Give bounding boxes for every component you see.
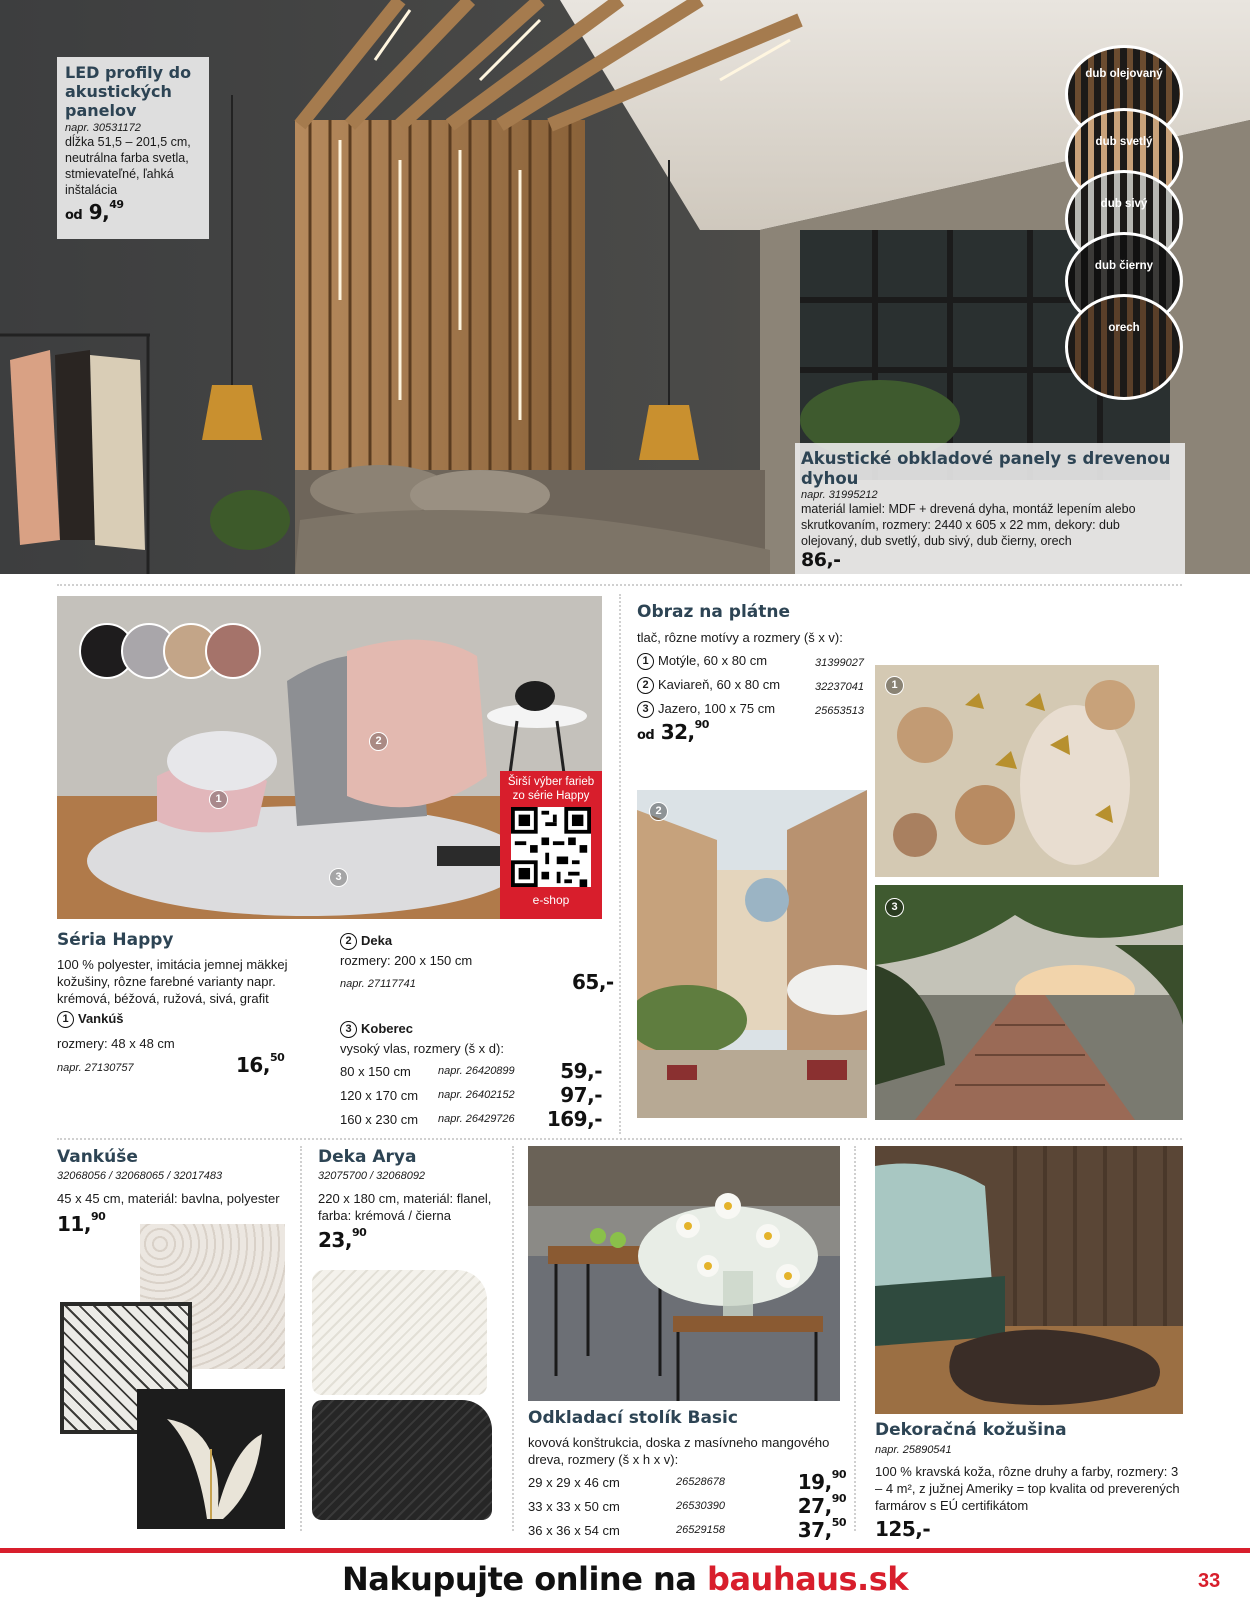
panels-box <box>795 443 1185 574</box>
row-price <box>798 1470 846 1494</box>
item-name: Motýle, 60 x 80 cm <box>658 653 768 668</box>
panels-price: 86,- <box>801 549 841 571</box>
table-row <box>340 1107 602 1135</box>
separator-vertical <box>300 1146 302 1531</box>
swatch-label: dub svetlý <box>1095 136 1153 148</box>
color-dot-pink <box>205 623 261 679</box>
row-price: 169,- <box>546 1107 602 1131</box>
led-description: dĺžka 51,5 – 201,5 cm, neutrálna farba svetla, stmievateľné, ľahká inštalácia <box>65 135 191 197</box>
eshop-qr-box[interactable] <box>500 771 602 919</box>
circle-number: 2 <box>340 933 357 950</box>
row-price-cents: 90 <box>831 1492 846 1505</box>
item-article: 31399027 <box>815 657 864 669</box>
arya-title: Deka Arya <box>318 1147 417 1167</box>
swatch-label: dub sivý <box>1100 198 1148 210</box>
row-price-cents: 90 <box>831 1468 846 1481</box>
obraz-description: tlač, rôzne motívy a rozmery (š x v): <box>637 630 843 645</box>
led-article: napr. 30531172 <box>65 122 141 134</box>
swatch-label: orech <box>1108 322 1140 334</box>
stolik-image <box>528 1146 840 1401</box>
painting-butterflies <box>875 665 1159 877</box>
obraz-price-prefix: od <box>637 728 655 743</box>
marker-3: 3 <box>885 898 904 917</box>
koberec-name: Koberec <box>361 1021 414 1036</box>
swatch-5 <box>1065 294 1183 400</box>
happy-title: Séria Happy <box>57 930 174 950</box>
separator-vertical <box>619 594 621 1134</box>
row-article: 26530390 <box>676 1500 725 1512</box>
circle-number: 1 <box>57 1011 74 1028</box>
vankuse-price <box>57 1212 105 1236</box>
panels-article: napr. 31995212 <box>801 489 878 501</box>
arya-price-cents: 90 <box>351 1226 367 1239</box>
swatch-label: dub čierny <box>1094 260 1154 272</box>
separator-vertical <box>854 1146 856 1531</box>
vankuse-title: Vankúše <box>57 1147 138 1167</box>
vankus-price-cents: 50 <box>269 1051 285 1064</box>
eshop-text: Širší výber farieb zo série Happy <box>507 776 595 802</box>
kozusina-image <box>875 1146 1183 1414</box>
koberec-label <box>340 1020 413 1038</box>
vankus-article: napr. 27130757 <box>57 1062 134 1074</box>
row-article: 26529158 <box>676 1524 725 1536</box>
marker-1: 1 <box>885 676 904 695</box>
obraz-title: Obraz na plátne <box>637 602 791 622</box>
row-article: 26528678 <box>676 1476 725 1488</box>
row-size: 36 x 36 x 54 cm <box>528 1523 620 1538</box>
panels-title: Akustické obkladové panely s drevenou dyhou <box>801 449 1171 488</box>
item-article: 32237041 <box>815 681 864 693</box>
qr-code-icon[interactable] <box>511 807 591 887</box>
obraz-price-cents: 90 <box>694 718 709 731</box>
marker-3: 3 <box>329 868 348 887</box>
obraz-price-main: 32, <box>660 720 695 744</box>
deka-size: rozmery: 200 x 150 cm <box>340 953 473 968</box>
stolik-table <box>528 1468 846 1546</box>
happy-description: 100 % polyester, imitácia jemnej mäkkej kožušiny, rôzne farebné varianty napr. krémová, béžová, ružová, sivá, grafit <box>57 957 288 1006</box>
stolik-title: Odkladací stolík Basic <box>528 1408 738 1428</box>
painting-lake <box>875 885 1183 1120</box>
marker-1: 1 <box>209 790 228 809</box>
vankus-name: Vankúš <box>78 1011 124 1026</box>
row-size: 33 x 33 x 50 cm <box>528 1499 620 1514</box>
led-title: LED profily do akustických panelov <box>65 63 192 120</box>
eshop-label: e-shop <box>532 893 570 907</box>
row-size: 120 x 170 cm <box>340 1088 419 1103</box>
vankuse-description: 45 x 45 cm, materiál: bavlna, polyester <box>57 1191 280 1206</box>
separator-vertical <box>512 1146 514 1531</box>
vankuse-price-cents: 90 <box>90 1210 106 1223</box>
arya-article: 32075700 / 32068092 <box>318 1170 426 1182</box>
panels-description: materiál lamiel: MDF + drevená dyha, montáž lepením alebo skrutkovaním, rozmery: 2440 x 605 x 22 mm, dekory: dub olejovaný, dub svetlý, dub sivý, dub čierny, orech <box>801 502 1136 548</box>
pillow-black-leaf <box>137 1389 285 1529</box>
circle-number: 2 <box>637 677 654 694</box>
kozusina-description: 100 % kravská koža, rôzne druhy a farby, rozmery: 3 – 4 m², z južnej Ameriky = top kvalita od preverených farmárov s EÚ certifikátom <box>875 1464 1180 1513</box>
kozusina-article: napr. 25890541 <box>875 1444 952 1456</box>
vankuse-article: 32068056 / 32068065 / 32017483 <box>57 1170 223 1182</box>
led-price-main: 9, <box>88 200 110 224</box>
separator-horizontal <box>57 584 1182 586</box>
led-price-prefix: od <box>65 208 83 223</box>
swatch-label: dub olejovaný <box>1085 68 1163 80</box>
stolik-description: kovová konštrukcia, doska z masívneho mangového dreva, rozmery (š x h x v): <box>528 1435 830 1467</box>
row-size: 80 x 150 cm <box>340 1064 411 1079</box>
marker-2: 2 <box>649 802 668 821</box>
led-profile-box <box>57 57 209 239</box>
obraz-list <box>637 652 867 724</box>
row-price-main: 19, <box>797 1470 832 1494</box>
arya-price <box>318 1228 366 1252</box>
row-price-main: 27, <box>797 1494 832 1518</box>
row-price: 59,- <box>560 1059 602 1083</box>
item-article: 25653513 <box>815 705 864 717</box>
row-price-main: 37, <box>797 1518 832 1542</box>
cowhide-scene <box>875 1146 1183 1414</box>
vankus-label <box>57 1010 124 1028</box>
footer-slogan <box>0 1560 1250 1598</box>
koberec-description: vysoký vlas, rozmery (š x d): <box>340 1041 504 1056</box>
row-article: napr. 26429726 <box>438 1113 515 1125</box>
circle-number: 3 <box>340 1021 357 1038</box>
vankuse-price-main: 11, <box>57 1212 91 1236</box>
led-price <box>65 200 201 224</box>
vankus-size: rozmery: 48 x 48 cm <box>57 1036 175 1051</box>
koberec-table <box>340 1059 602 1135</box>
row-size: 160 x 230 cm <box>340 1112 419 1127</box>
kozusina-title: Dekoračná kožušina <box>875 1420 1067 1440</box>
footer-text: Nakupujte online na <box>341 1560 697 1598</box>
row-article: napr. 26402152 <box>438 1089 515 1101</box>
row-article: napr. 26420899 <box>438 1065 515 1077</box>
table-row <box>528 1516 846 1546</box>
deka-price: 65,- <box>572 970 614 994</box>
item-name: Kaviareň, 60 x 80 cm <box>658 677 781 692</box>
leaf-icon <box>137 1389 285 1529</box>
footer-link[interactable]: bauhaus.sk <box>707 1560 909 1598</box>
separator-horizontal <box>57 1138 1182 1140</box>
blanket-black <box>312 1400 492 1520</box>
marker-2: 2 <box>369 732 388 751</box>
table-scene <box>528 1146 840 1401</box>
list-item <box>637 652 867 676</box>
deka-label <box>340 932 392 950</box>
arya-price-main: 23, <box>318 1228 352 1252</box>
vankus-price-main: 16, <box>236 1053 270 1077</box>
row-price: 97,- <box>560 1083 602 1107</box>
blanket-cream <box>312 1270 487 1395</box>
deka-name: Deka <box>361 933 393 948</box>
vankus-price <box>236 1053 284 1077</box>
row-price <box>798 1494 846 1518</box>
row-size: 29 x 29 x 46 cm <box>528 1475 620 1490</box>
arya-description: 220 x 180 cm, materiál: flanel, farba: krémová / čierna <box>318 1191 492 1223</box>
footer-bar <box>0 1548 1250 1553</box>
lake-art <box>875 885 1183 1120</box>
butterflies-art <box>875 665 1159 877</box>
kozusina-price: 125,- <box>875 1517 931 1541</box>
page-number: 33 <box>1198 1570 1221 1592</box>
item-name: Jazero, 100 x 75 cm <box>658 701 776 716</box>
deka-article: napr. 27117741 <box>340 978 416 990</box>
painting-cafe <box>637 790 867 1118</box>
circle-number: 3 <box>637 701 654 718</box>
led-price-cents: 49 <box>109 198 124 211</box>
circle-number: 1 <box>637 653 654 670</box>
list-item <box>637 676 867 700</box>
row-price-cents: 50 <box>831 1516 846 1529</box>
row-price <box>798 1518 846 1542</box>
cafe-art <box>637 790 867 1118</box>
obraz-price <box>637 720 709 744</box>
